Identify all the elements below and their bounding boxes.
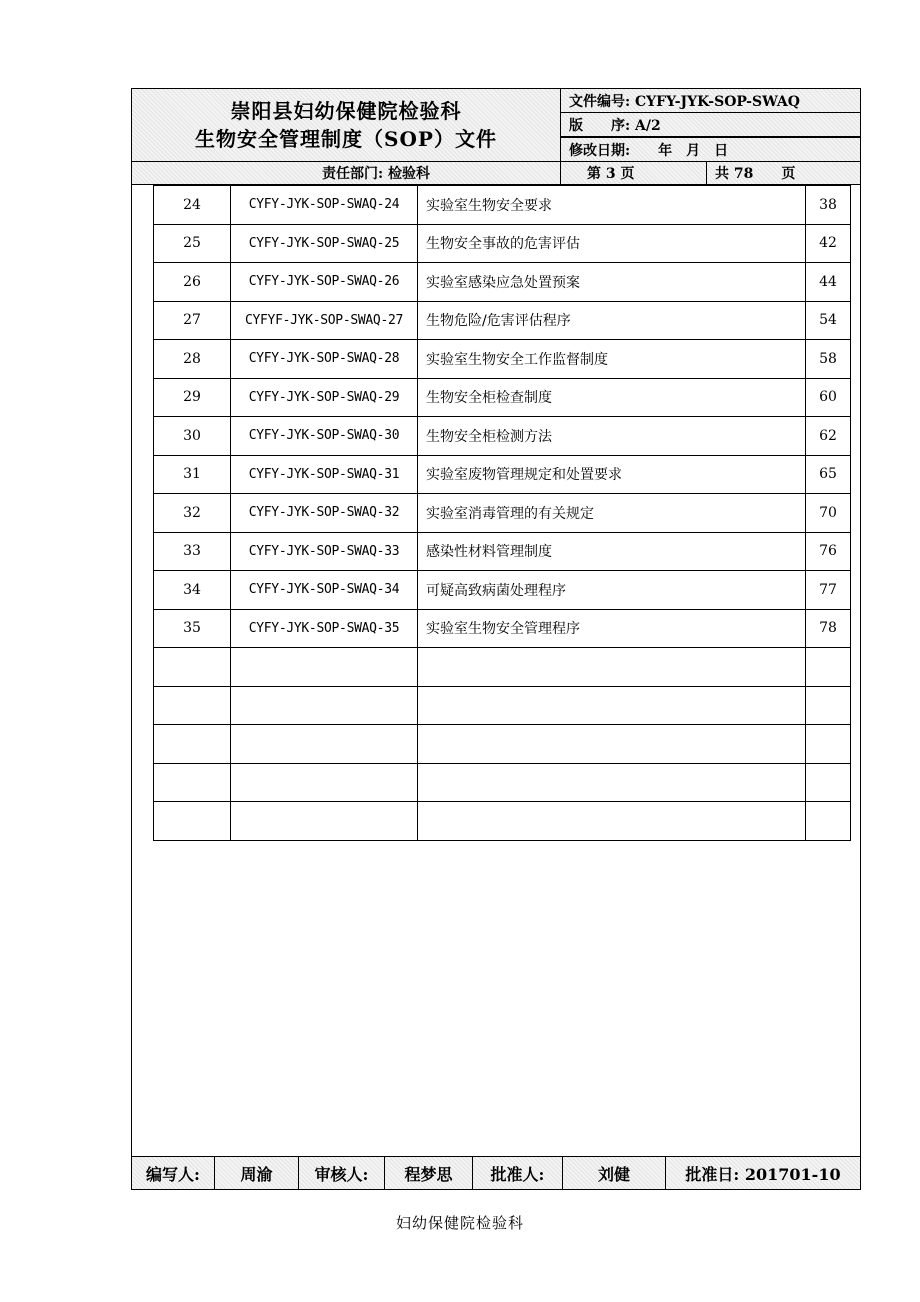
document-title: 感染性材料管理制度: [418, 532, 806, 571]
document-code: [231, 802, 418, 841]
row-number: 26: [154, 263, 231, 302]
document-code: CYFY-JYK-SOP-SWAQ-29: [231, 378, 418, 417]
document-code: CYFY-JYK-SOP-SWAQ-24: [231, 186, 418, 225]
row-number: 33: [154, 532, 231, 571]
document-code: [231, 725, 418, 764]
document-code: CYFY-JYK-SOP-SWAQ-25: [231, 224, 418, 263]
page-ref: 77: [806, 571, 851, 610]
document-title: 生物安全事故的危害评估: [418, 224, 806, 263]
table-row: [154, 263, 851, 302]
index-table: [153, 185, 851, 841]
row-number: 31: [154, 455, 231, 494]
page-ref: 65: [806, 455, 851, 494]
total-pages: 共 78 页: [715, 166, 796, 182]
document-title-block: [131, 88, 561, 162]
table-row: [154, 494, 851, 533]
editor-name: 周渝: [215, 1157, 299, 1189]
document-title: 实验室感染应急处置预案: [418, 263, 806, 302]
page-ref: [806, 686, 851, 725]
document-title: 生物危险/危害评估程序: [418, 301, 806, 340]
document-title: [418, 763, 806, 802]
page-ref: 78: [806, 609, 851, 648]
table-row: [154, 417, 851, 456]
document-code: CYFYF-JYK-SOP-SWAQ-27: [231, 301, 418, 340]
department: 责任部门: 检验科: [322, 166, 431, 182]
divider: [706, 162, 707, 184]
document-title: [418, 725, 806, 764]
document-code: [231, 763, 418, 802]
page-ref: 42: [806, 224, 851, 263]
approver-label: 批准人:: [473, 1157, 563, 1189]
document-code: CYFY-JYK-SOP-SWAQ-32: [231, 494, 418, 533]
row-number: [154, 686, 231, 725]
page-ref: [806, 763, 851, 802]
document-code: CYFY-JYK-SOP-SWAQ-33: [231, 532, 418, 571]
header-info-bar: [131, 161, 861, 185]
document-title: [418, 802, 806, 841]
row-number: [154, 763, 231, 802]
approver-name: 刘健: [563, 1157, 666, 1189]
table-row: [154, 571, 851, 610]
table-row: [154, 455, 851, 494]
table-row: [154, 686, 851, 725]
page-ref: 54: [806, 301, 851, 340]
table-row: [154, 224, 851, 263]
table-row: [154, 763, 851, 802]
page-ref: 60: [806, 378, 851, 417]
page-ref: [806, 648, 851, 687]
signature-bar: [131, 1156, 861, 1190]
document-title: 生物安全管理制度（SOP）文件: [195, 127, 497, 151]
divider: [560, 162, 561, 184]
page-ref: 76: [806, 532, 851, 571]
reviewer-label: 审核人:: [299, 1157, 385, 1189]
document-title: 生物安全柜检测方法: [418, 417, 806, 456]
document-title: 生物安全柜检查制度: [418, 378, 806, 417]
table-row: [154, 186, 851, 225]
row-number: 29: [154, 378, 231, 417]
row-number: [154, 802, 231, 841]
document-title: 可疑高致病菌处理程序: [418, 571, 806, 610]
document-title: [418, 686, 806, 725]
table-row: [154, 802, 851, 841]
page-ref: [806, 802, 851, 841]
document-title: 实验室消毒管理的有关规定: [418, 494, 806, 533]
page-ref: 44: [806, 263, 851, 302]
row-number: 27: [154, 301, 231, 340]
table-row: [154, 301, 851, 340]
document-code: [231, 648, 418, 687]
row-number: 30: [154, 417, 231, 456]
hospital-title: 崇阳县妇幼保健院检验科: [230, 99, 462, 123]
version: 版 序: A/2: [560, 112, 861, 137]
editor-label: 编写人:: [132, 1157, 215, 1189]
table-row: [154, 609, 851, 648]
table-row: [154, 648, 851, 687]
document-code: CYFY-JYK-SOP-SWAQ-34: [231, 571, 418, 610]
doc-number: 文件编号: CYFY-JYK-SOP-SWAQ: [560, 88, 861, 113]
table-row: [154, 532, 851, 571]
document-title: [418, 648, 806, 687]
row-number: 28: [154, 340, 231, 379]
page-ref: 62: [806, 417, 851, 456]
document-code: CYFY-JYK-SOP-SWAQ-28: [231, 340, 418, 379]
row-number: [154, 725, 231, 764]
row-number: 34: [154, 571, 231, 610]
table-row: [154, 340, 851, 379]
page-number: 第 3 页: [587, 166, 635, 182]
table-row: [154, 725, 851, 764]
page-ref: 38: [806, 186, 851, 225]
row-number: 25: [154, 224, 231, 263]
row-number: [154, 648, 231, 687]
document-code: CYFY-JYK-SOP-SWAQ-31: [231, 455, 418, 494]
document-code: CYFY-JYK-SOP-SWAQ-26: [231, 263, 418, 302]
page-footer: 妇幼保健院检验科: [395, 1214, 524, 1232]
row-number: 32: [154, 494, 231, 533]
document-title: 实验室生物安全工作监督制度: [418, 340, 806, 379]
row-number: 35: [154, 609, 231, 648]
page-ref: [806, 725, 851, 764]
reviewer-name: 程梦思: [385, 1157, 473, 1189]
row-number: 24: [154, 186, 231, 225]
document-title: 实验室生物安全要求: [418, 186, 806, 225]
table-row: [154, 378, 851, 417]
document-title: 实验室废物管理规定和处置要求: [418, 455, 806, 494]
page-ref: 58: [806, 340, 851, 379]
page-ref: 70: [806, 494, 851, 533]
document-code: CYFY-JYK-SOP-SWAQ-30: [231, 417, 418, 456]
approve-date: 批准日: 201701-10: [685, 1164, 841, 1184]
document-code: CYFY-JYK-SOP-SWAQ-35: [231, 609, 418, 648]
document-title: 实验室生物安全管理程序: [418, 609, 806, 648]
document-code: [231, 686, 418, 725]
revision-date: 修改日期: 年 月 日: [560, 137, 861, 162]
